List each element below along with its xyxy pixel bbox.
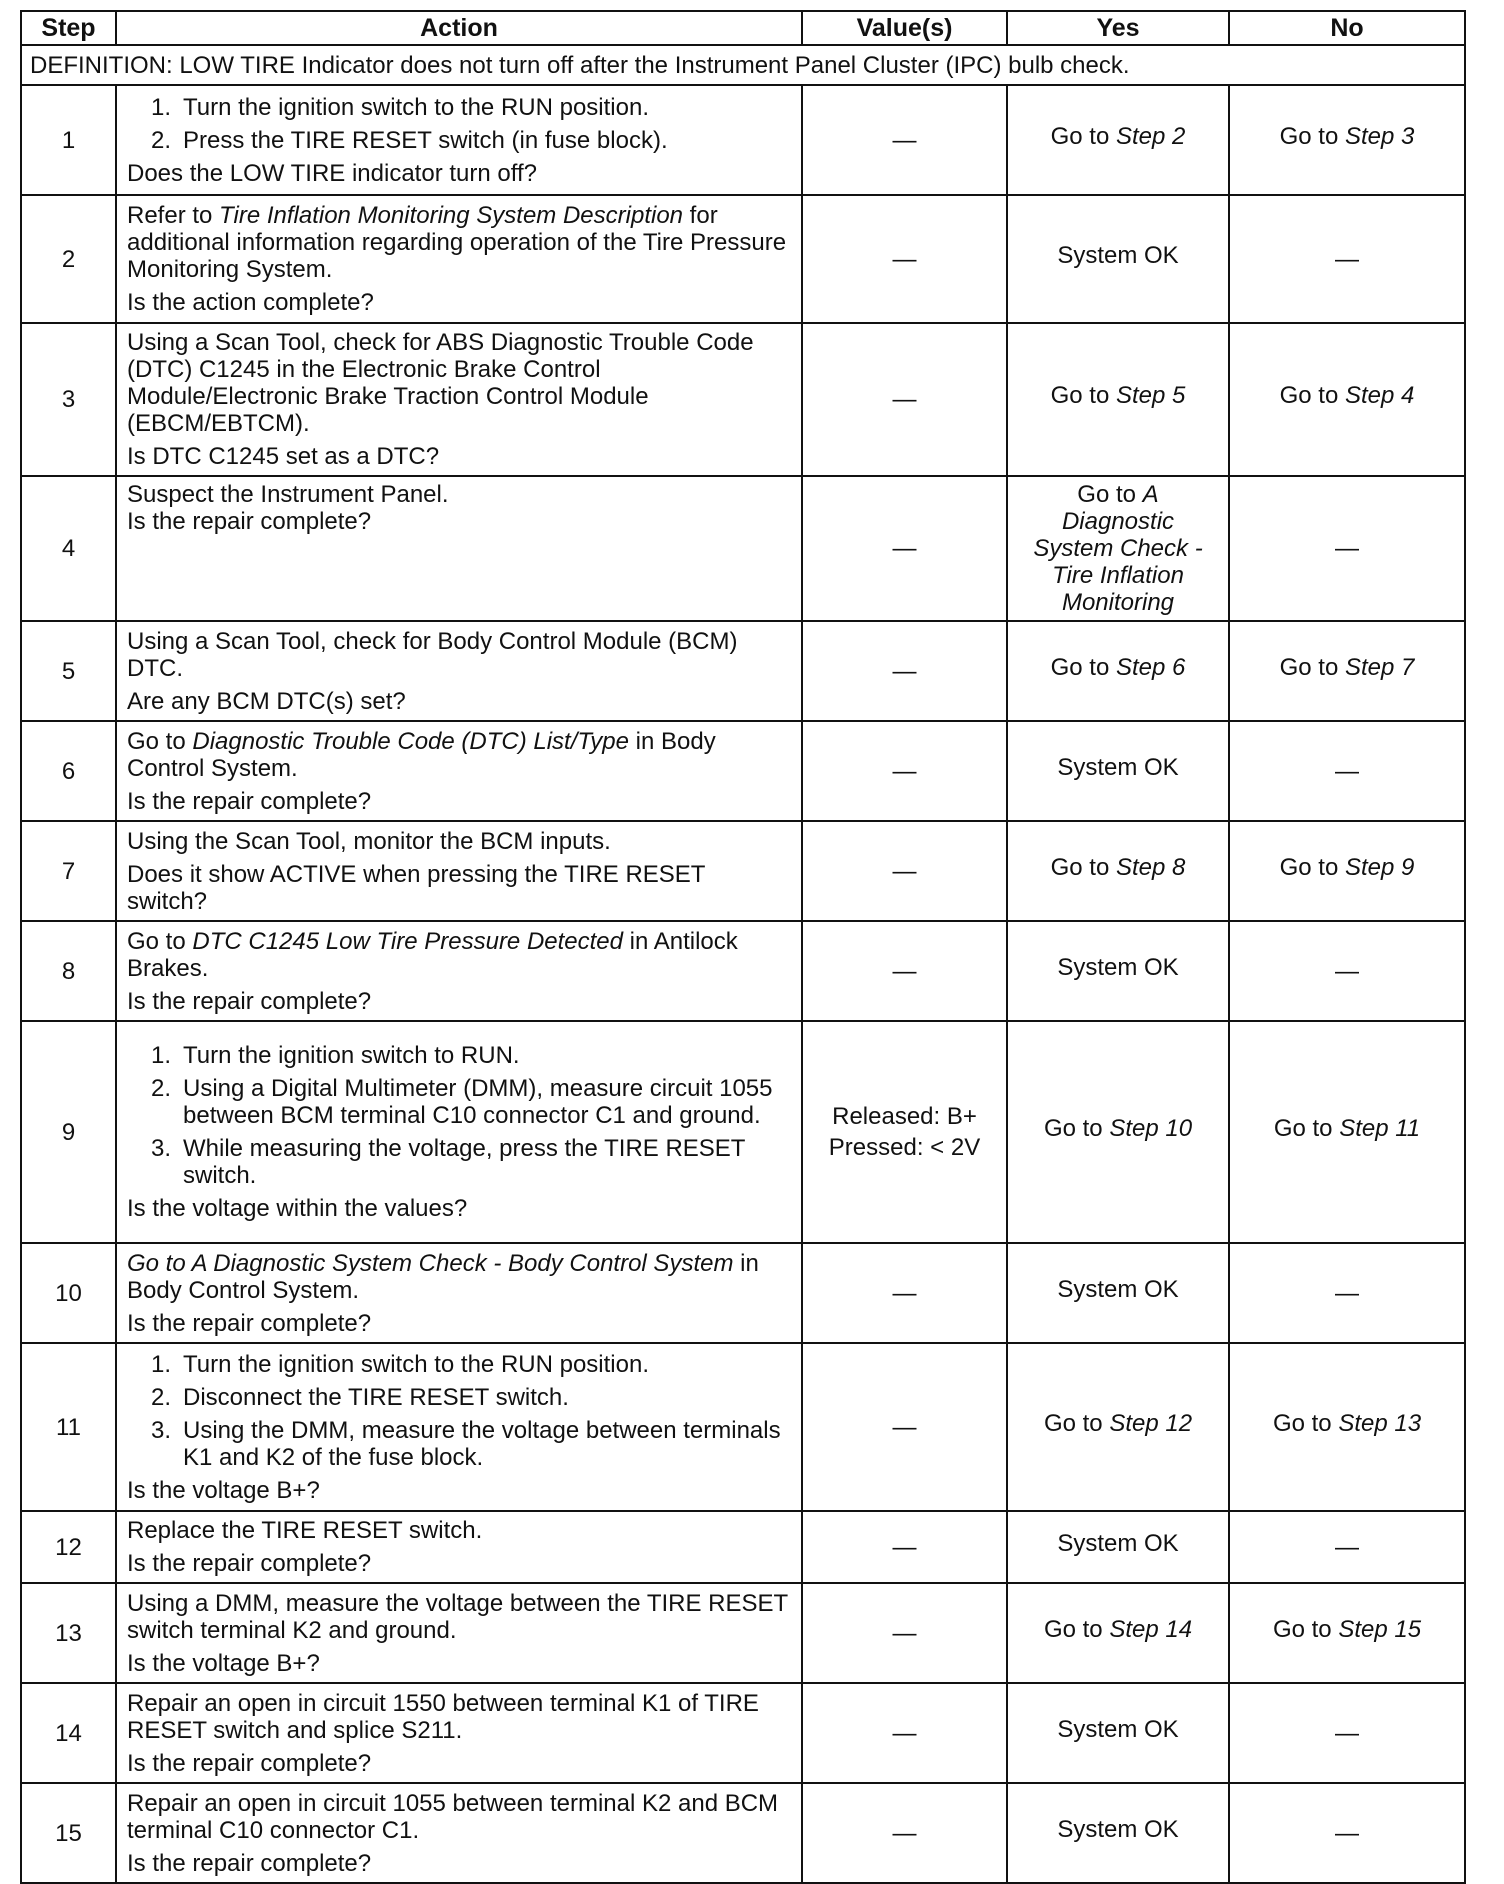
table-row bbox=[21, 195, 1465, 323]
action-text: Replace the TIRE RESET switch. bbox=[127, 1517, 483, 1544]
header-row bbox=[21, 11, 1465, 45]
value-cell: — bbox=[802, 1511, 1007, 1583]
step-number: 6 bbox=[21, 721, 116, 821]
yes-step-link[interactable]: Step 2 bbox=[1115, 122, 1186, 150]
definition-text: DEFINITION: LOW TIRE Indicator does not turn off after the Instrument Panel Cluster (IPC) bulb check. bbox=[21, 45, 1465, 85]
step-number: 8 bbox=[21, 921, 116, 1021]
no-cell: Go to Step 11 bbox=[1229, 1021, 1465, 1243]
value-released: Released: B+ bbox=[832, 1103, 977, 1130]
header-action: Action bbox=[116, 11, 802, 45]
table-row bbox=[21, 1783, 1465, 1883]
step-number: 14 bbox=[21, 1683, 116, 1783]
yes-cell: Go to Step 10 bbox=[1007, 1021, 1229, 1243]
table-row bbox=[21, 1583, 1465, 1683]
no-cell: — bbox=[1229, 1511, 1465, 1583]
value-cell: — bbox=[802, 476, 1007, 621]
no-step-link[interactable]: Step 15 bbox=[1338, 1615, 1422, 1643]
action-question: Is DTC C1245 set as a DTC? bbox=[127, 443, 440, 470]
action-item: 1. Turn the ignition switch to the RUN position. bbox=[151, 93, 649, 121]
step-number: 11 bbox=[21, 1343, 116, 1511]
value-cell: — bbox=[802, 1243, 1007, 1343]
value-cell: — bbox=[802, 195, 1007, 323]
value-cell: — bbox=[802, 721, 1007, 821]
action-item: 1. Turn the ignition switch to the RUN position. bbox=[151, 1350, 649, 1378]
value-cell: — bbox=[802, 821, 1007, 921]
no-cell: — bbox=[1229, 721, 1465, 821]
step-number: 4 bbox=[21, 476, 116, 621]
no-cell: — bbox=[1229, 476, 1465, 621]
yes-cell: Go to Step 12 bbox=[1007, 1343, 1229, 1511]
action-item: 1. Turn the ignition switch to RUN. bbox=[151, 1042, 520, 1069]
action-cell bbox=[116, 1343, 802, 1511]
step-number: 13 bbox=[21, 1583, 116, 1683]
action-cell bbox=[116, 1511, 802, 1583]
table-row bbox=[21, 1243, 1465, 1343]
diagnostic-table-sheet bbox=[20, 10, 1464, 1884]
value-cell: — bbox=[802, 323, 1007, 476]
step-number: 15 bbox=[21, 1783, 116, 1883]
table-row bbox=[21, 323, 1465, 476]
yes-step-link[interactable]: Step 6 bbox=[1115, 653, 1186, 681]
action-cell bbox=[116, 323, 802, 476]
yes-cell: System OK bbox=[1007, 1683, 1229, 1783]
action-cell bbox=[116, 921, 802, 1021]
yes-cell: Go to A Diagnostic System Check - Tire Inflation Monitoring bbox=[1007, 476, 1229, 621]
no-cell: Go to Step 4 bbox=[1229, 323, 1465, 476]
yes-cell: Go to Step 14 bbox=[1007, 1583, 1229, 1683]
action-cell bbox=[116, 721, 802, 821]
action-item: 2. Disconnect the TIRE RESET switch. bbox=[151, 1383, 569, 1411]
action-question: Is the voltage B+? bbox=[127, 1476, 320, 1504]
value-cell: — bbox=[802, 1583, 1007, 1683]
action-question: Is the voltage within the values? bbox=[127, 1195, 468, 1222]
action-question: Does the LOW TIRE indicator turn off? bbox=[127, 159, 537, 187]
value-cell: — bbox=[802, 85, 1007, 195]
action-cell bbox=[116, 1243, 802, 1343]
no-step-link[interactable]: Step 7 bbox=[1344, 653, 1415, 681]
yes-step-link[interactable]: Step 5 bbox=[1115, 382, 1186, 409]
step-number: 1 bbox=[21, 85, 116, 195]
no-cell: — bbox=[1229, 1683, 1465, 1783]
step-number: 3 bbox=[21, 323, 116, 476]
value-pressed: Pressed: < 2V bbox=[828, 1134, 981, 1161]
action-cell bbox=[116, 85, 802, 195]
no-cell: — bbox=[1229, 1783, 1465, 1883]
step-number: 5 bbox=[21, 621, 116, 721]
diagnostic-table bbox=[20, 10, 1466, 1884]
no-step-link[interactable]: Step 9 bbox=[1344, 853, 1415, 881]
no-cell: Go to Step 7 bbox=[1229, 621, 1465, 721]
table-row bbox=[21, 1021, 1465, 1243]
action-text: Using a Scan Tool, check for ABS Diagnostic Trouble Code (DTC) C1245 in the Electronic Brake Control Module/Electronic Brake Traction Control Module (EBCM/EBTCM). bbox=[127, 329, 754, 437]
header-no: No bbox=[1229, 11, 1465, 45]
action-question: Is the repair complete? bbox=[127, 787, 372, 815]
action-item: 3. While measuring the voltage, press the TIRE RESET switch. bbox=[151, 1135, 746, 1189]
yes-cell: System OK bbox=[1007, 1243, 1229, 1343]
step-number: 2 bbox=[21, 195, 116, 323]
action-cell bbox=[116, 821, 802, 921]
no-cell: — bbox=[1229, 1243, 1465, 1343]
table-row bbox=[21, 721, 1465, 821]
no-cell: Go to Step 15 bbox=[1229, 1583, 1465, 1683]
action-question: Is the repair complete? bbox=[127, 987, 372, 1015]
action-text: Go to Diagnostic Trouble Code (DTC) List/Type in Body Control System. bbox=[127, 727, 716, 782]
action-text: Suspect the Instrument Panel. bbox=[127, 481, 449, 508]
header-yes: Yes bbox=[1007, 11, 1229, 45]
yes-step-link[interactable]: Step 12 bbox=[1109, 1409, 1193, 1437]
yes-cell: Go to Step 5 bbox=[1007, 323, 1229, 476]
no-step-link[interactable]: Step 4 bbox=[1344, 382, 1415, 409]
action-text: Using a DMM, measure the voltage between the TIRE RESET switch terminal K2 and ground. bbox=[127, 1589, 788, 1644]
action-cell bbox=[116, 476, 802, 621]
action-cell bbox=[116, 1021, 802, 1243]
no-cell: Go to Step 9 bbox=[1229, 821, 1465, 921]
action-question: Is the repair complete? bbox=[127, 1749, 372, 1777]
action-question: Is the repair complete? bbox=[127, 508, 372, 535]
action-cell bbox=[116, 1683, 802, 1783]
action-cell bbox=[116, 1583, 802, 1683]
action-cell bbox=[116, 195, 802, 323]
step-number: 12 bbox=[21, 1511, 116, 1583]
yes-cell: Go to Step 2 bbox=[1007, 85, 1229, 195]
yes-step-link[interactable]: Diagnostic bbox=[1061, 508, 1175, 535]
no-cell: Go to Step 13 bbox=[1229, 1343, 1465, 1511]
step-number: 10 bbox=[21, 1243, 116, 1343]
header-step: Step bbox=[21, 11, 116, 45]
action-text: Go to A Diagnostic System Check - Body Control System in Body Control System. bbox=[127, 1249, 759, 1304]
action-text: Repair an open in circuit 1550 between terminal K1 of TIRE RESET switch and splice S211. bbox=[127, 1689, 759, 1744]
no-cell: — bbox=[1229, 195, 1465, 323]
no-cell: Go to Step 3 bbox=[1229, 85, 1465, 195]
yes-cell: System OK bbox=[1007, 921, 1229, 1021]
action-text: Using a Scan Tool, check for Body Control Module (BCM) DTC. bbox=[127, 627, 738, 682]
yes-cell: System OK bbox=[1007, 721, 1229, 821]
action-question: Is the action complete? bbox=[127, 289, 374, 316]
action-cell bbox=[116, 1783, 802, 1883]
table-row bbox=[21, 476, 1465, 621]
action-text: Refer to Tire Inflation Monitoring System Description for additional information regarding operation of the Tire Pressure Monitoring System. bbox=[127, 202, 787, 283]
table-row bbox=[21, 1683, 1465, 1783]
table-row bbox=[21, 621, 1465, 721]
table-row bbox=[21, 921, 1465, 1021]
action-question: Is the repair complete? bbox=[127, 1309, 372, 1337]
action-cell bbox=[116, 621, 802, 721]
value-cell bbox=[802, 1021, 1007, 1243]
value-cell: — bbox=[802, 921, 1007, 1021]
header-values: Value(s) bbox=[802, 11, 1007, 45]
yes-cell: Go to Step 8 bbox=[1007, 821, 1229, 921]
action-question: Does it show ACTIVE when pressing the TIRE RESET switch? bbox=[127, 860, 706, 915]
yes-cell: Go to Step 6 bbox=[1007, 621, 1229, 721]
no-step-link[interactable]: Step 13 bbox=[1338, 1409, 1422, 1437]
yes-cell: System OK bbox=[1007, 1783, 1229, 1883]
yes-step-link[interactable]: Step 10 bbox=[1109, 1114, 1193, 1142]
action-text: Repair an open in circuit 1055 between terminal K2 and BCM terminal C10 connector C1. bbox=[127, 1789, 779, 1844]
action-text: Using the Scan Tool, monitor the BCM inputs. bbox=[127, 827, 611, 855]
step-number: 9 bbox=[21, 1021, 116, 1243]
table-row bbox=[21, 821, 1465, 921]
yes-step-link[interactable]: Step 8 bbox=[1115, 853, 1186, 881]
action-text: Go to DTC C1245 Low Tire Pressure Detected in Antilock Brakes. bbox=[127, 927, 738, 982]
value-cell: — bbox=[802, 1683, 1007, 1783]
value-cell: — bbox=[802, 621, 1007, 721]
action-question: Is the voltage B+? bbox=[127, 1649, 320, 1677]
table-row bbox=[21, 85, 1465, 195]
table-row bbox=[21, 1343, 1465, 1511]
step-number: 7 bbox=[21, 821, 116, 921]
yes-cell: System OK bbox=[1007, 195, 1229, 323]
action-item: 2. Using a Digital Multimeter (DMM), measure circuit 1055 between BCM terminal C10 connector C1 and ground. bbox=[151, 1075, 773, 1129]
no-step-link[interactable]: Step 3 bbox=[1344, 122, 1415, 150]
action-item: 2. Press the TIRE RESET switch (in fuse block). bbox=[151, 126, 668, 154]
definition-row bbox=[21, 45, 1465, 85]
action-question: Is the repair complete? bbox=[127, 1849, 372, 1877]
no-cell: — bbox=[1229, 921, 1465, 1021]
yes-cell: System OK bbox=[1007, 1511, 1229, 1583]
table-row bbox=[21, 1511, 1465, 1583]
no-step-link[interactable]: Step 11 bbox=[1339, 1114, 1421, 1142]
action-question: Is the repair complete? bbox=[127, 1550, 372, 1577]
value-cell: — bbox=[802, 1343, 1007, 1511]
value-cell: — bbox=[802, 1783, 1007, 1883]
yes-step-link[interactable]: Step 14 bbox=[1109, 1615, 1193, 1643]
action-item: 3. Using the DMM, measure the voltage between terminals K1 and K2 of the fuse block. bbox=[151, 1416, 781, 1471]
action-question: Are any BCM DTC(s) set? bbox=[127, 687, 406, 715]
